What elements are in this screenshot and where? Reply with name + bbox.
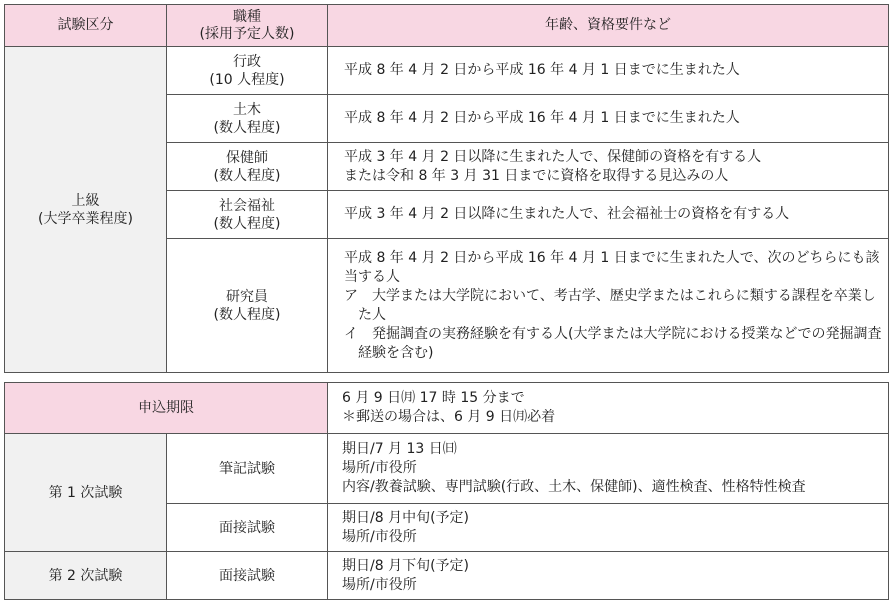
requirement-item-i: イ 発掘調査の実務経験を有する人(大学または大学院における授業などでの発掘調査経験を含む) — [344, 325, 882, 361]
requirement-text: 平成 8 年 4 月 2 日から平成 16 年 4 月 1 日までに生まれた人で、次のどちらにも該当する人 — [344, 249, 880, 285]
job-cell — [167, 143, 328, 191]
deadline-mail-note: ＊郵送の場合は、6 月 9 日㈪必着 — [342, 409, 556, 425]
job-cell — [167, 191, 328, 239]
job-name: 研究員 — [226, 288, 268, 305]
written-exam-place: 場所/市役所 — [342, 460, 417, 476]
first-interview-date: 期日/8 月中旬(予定) — [342, 509, 469, 526]
deadline-label: 申込期限 — [5, 383, 328, 434]
requirement-text: 平成 8 年 4 月 2 日から平成 16 年 4 月 1 日までに生まれた人 — [344, 110, 740, 126]
requirement-cell — [328, 191, 889, 239]
first-interview-label: 面接試験 — [167, 504, 328, 552]
job-quota: (数人程度) — [213, 215, 281, 232]
job-name: 保健師 — [226, 149, 268, 166]
written-exam-content: 内容/教養試験、専門試験(行政、土木、保健師)、適性検査、性格特性検査 — [342, 479, 806, 495]
header-job-title: 職種 — [233, 8, 261, 25]
requirement-text: または令和 8 年 3 月 31 日までに資格を取得する見込みの人 — [344, 167, 729, 184]
exam-category-cell — [5, 47, 167, 373]
deadline-date: 6 月 9 日㈪ 17 時 15 分まで — [342, 390, 525, 406]
table-row — [5, 47, 889, 95]
header-exam-category: 試験区分 — [5, 5, 167, 47]
job-quota: (10 人程度) — [209, 71, 285, 88]
first-exam-label: 第 1 次試験 — [5, 434, 167, 552]
second-interview-label: 面接試験 — [167, 552, 328, 600]
job-name: 社会福祉 — [219, 197, 275, 214]
requirement-cell — [328, 95, 889, 143]
job-quota: (数人程度) — [213, 306, 281, 323]
header-job-subtitle: (採用予定人数) — [199, 25, 295, 42]
job-name: 行政 — [233, 53, 261, 70]
second-interview-date: 期日/8 月下旬(予定) — [342, 557, 469, 574]
job-cell — [167, 95, 328, 143]
job-name: 土木 — [233, 101, 261, 118]
job-cell — [167, 47, 328, 95]
requirement-cell — [328, 47, 889, 95]
requirement-text: 平成 3 年 4 月 2 日以降に生まれた人で、保健師の資格を有する人 — [344, 148, 762, 165]
job-cell — [167, 239, 328, 373]
deadline-cell — [328, 383, 889, 434]
second-interview-place: 場所/市役所 — [342, 576, 417, 593]
requirement-cell — [328, 143, 889, 191]
requirement-item-a: ア 大学または大学院において、考古学、歴史学またはこれらに類する課程を卒業した人 — [344, 287, 876, 323]
second-exam-label: 第 2 次試験 — [5, 552, 167, 600]
first-interview-details — [328, 504, 889, 552]
second-interview-details — [328, 552, 889, 600]
written-exam-details — [328, 434, 889, 504]
requirement-text: 平成 3 年 4 月 2 日以降に生まれた人で、社会福祉士の資格を有する人 — [344, 206, 790, 222]
header-job — [167, 5, 328, 47]
schedule-table — [4, 382, 889, 600]
written-exam-date: 期日/7 月 13 日㈰ — [342, 441, 457, 457]
table-row — [5, 434, 889, 504]
requirement-text: 平成 8 年 4 月 2 日から平成 16 年 4 月 1 日までに生まれた人 — [344, 62, 740, 78]
table-row — [5, 552, 889, 600]
first-interview-place: 場所/市役所 — [342, 528, 417, 545]
job-quota: (数人程度) — [213, 119, 281, 136]
eligibility-table — [4, 4, 889, 373]
written-exam-label: 筆記試験 — [167, 434, 328, 504]
header-requirements: 年齢、資格要件など — [328, 5, 889, 47]
requirement-cell — [328, 239, 889, 373]
table-row — [5, 383, 889, 434]
job-quota: (数人程度) — [213, 167, 281, 184]
exam-category-name: 上級 — [71, 192, 100, 209]
exam-category-level: (大学卒業程度) — [38, 210, 133, 227]
